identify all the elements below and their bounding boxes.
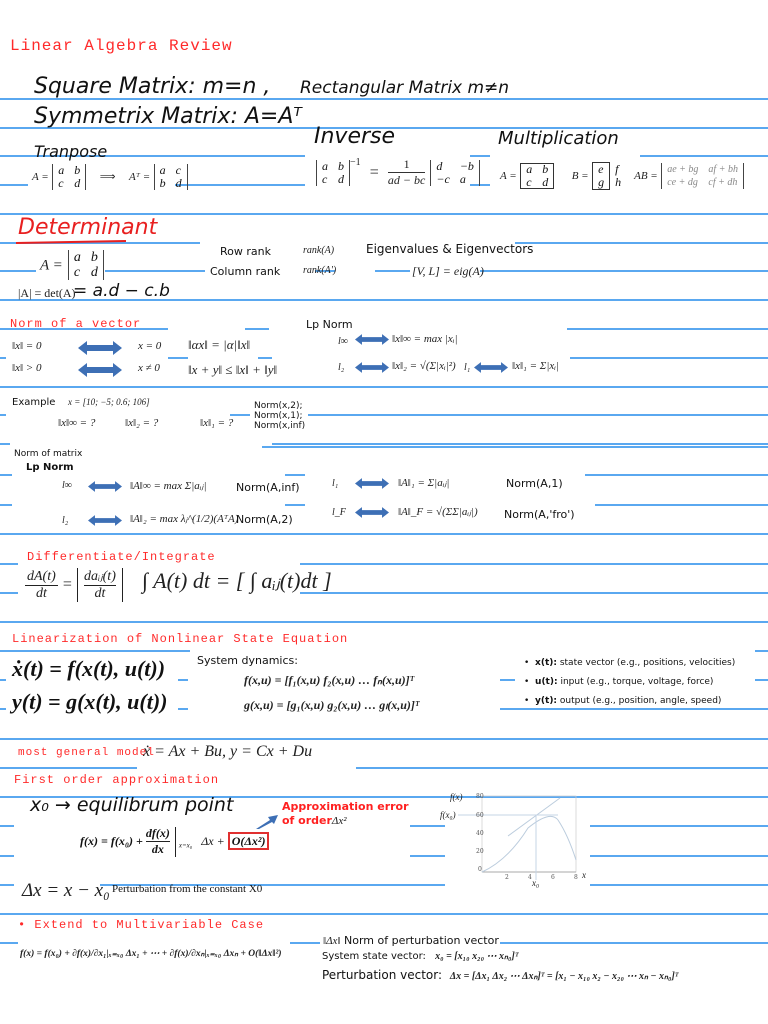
norm-scaling: ‖αx‖ = |α|‖x‖ bbox=[188, 337, 251, 352]
inverse-formula: a b c $d^{-1}$ = $\frac{1}{ad - bc}$ d −b −c a bbox=[316, 157, 480, 188]
column-rank-expr: rank(A') bbox=[303, 265, 337, 276]
notebook-rule bbox=[245, 328, 269, 330]
notebook-rule bbox=[570, 357, 768, 359]
general-model-label: most general model bbox=[18, 747, 155, 759]
pointer-arrow-icon bbox=[256, 815, 278, 829]
matrix-lf-code: Norm(A,'fro') bbox=[504, 508, 575, 521]
notebook-rule bbox=[0, 443, 10, 445]
double-arrow-icon bbox=[88, 481, 122, 492]
matrix-linf-code: Norm(A,inf) bbox=[236, 481, 300, 494]
approx-error-note: Approximation error of orderΔx² bbox=[282, 800, 409, 827]
norm-prop-2-rhs: x ≠ 0 bbox=[138, 362, 160, 374]
double-arrow-icon bbox=[474, 362, 508, 373]
notebook-rule bbox=[0, 650, 190, 652]
norm-perturbation-note: ‖Δx‖ Norm of perturbation vector bbox=[323, 934, 499, 947]
notebook-rule bbox=[755, 679, 768, 681]
system-dynamics-label: System dynamics: bbox=[197, 654, 298, 667]
g-vector: g(x,u) = [g₁(x,u) g₂(x,u) … gₗ(x,u)]ᵀ bbox=[244, 698, 420, 712]
notebook-rule bbox=[300, 592, 768, 594]
perturbation-note: Perturbation from the constant X0 bbox=[112, 883, 263, 895]
matlab-norm-inf: Norm(x,inf) bbox=[254, 421, 306, 431]
notebook-rule bbox=[175, 184, 305, 186]
notebook-rule bbox=[0, 592, 18, 594]
notebook-rule bbox=[168, 357, 188, 359]
notebook-rule bbox=[590, 855, 768, 857]
notebook-rule bbox=[590, 884, 768, 886]
matrix-l1-expr: ‖A‖₁ = Σ|aᵢⱼ| bbox=[398, 477, 450, 489]
inverse-label: Inverse bbox=[314, 124, 396, 149]
row-rank-expr: rank(A) bbox=[303, 245, 335, 256]
notebook-rule bbox=[105, 270, 205, 272]
linf-expr: ‖x‖∞ = max |xᵢ| bbox=[392, 333, 458, 345]
double-arrow-icon bbox=[355, 362, 389, 373]
multivariable-heading: • Extend to Multivariable Case bbox=[18, 918, 265, 932]
notebook-rule bbox=[300, 563, 768, 565]
determinant-heading: Determinant bbox=[18, 215, 158, 240]
taylor-formula: f(x) = f(x₀) + $\frac{df(x)}{dx}$ $_{x=x_0}$ Δx + O(Δx²) bbox=[80, 826, 269, 857]
double-arrow-icon bbox=[355, 478, 389, 489]
det-formula: |A| = det(A) bbox=[18, 286, 76, 300]
notebook-rule bbox=[640, 155, 768, 157]
matrix-l1-code: Norm(A,1) bbox=[506, 477, 563, 490]
notebook-rule bbox=[356, 767, 768, 769]
norm-prop-2-lhs: ‖x‖ > 0 bbox=[12, 362, 42, 374]
notebook-rule bbox=[285, 474, 305, 476]
eig-expr: [V, L] = eig(A) bbox=[412, 264, 484, 278]
multiplication-formula: A = a b c d B = e f g h AB = ae + bg af + bh ce + dg cf + dh bbox=[500, 162, 744, 190]
notebook-rule bbox=[290, 942, 320, 944]
column-rank-label: Column rank bbox=[210, 265, 281, 278]
matrix-linf-label: l∞ bbox=[62, 480, 72, 491]
notebook-rule bbox=[375, 270, 410, 272]
derivative-formula: $\frac{dA(t)}{dt}$ = daᵢⱼ(t) dt bbox=[25, 568, 123, 602]
notebook-rule bbox=[0, 270, 36, 272]
bullet-item: • u(t): input (e.g., torque, voltage, force) bbox=[524, 677, 714, 687]
det-handwritten: = a.d − c.b bbox=[73, 281, 170, 301]
double-arrow-icon bbox=[78, 341, 122, 355]
notebook-rule bbox=[0, 621, 768, 623]
matrix-l1-label: l₁ bbox=[332, 478, 339, 489]
example-label: Example bbox=[12, 397, 56, 408]
double-arrow-icon bbox=[355, 507, 389, 518]
norm-prop-1-rhs: x = 0 bbox=[138, 340, 162, 352]
linearization-heading: Linearization of Nonlinear State Equation bbox=[12, 632, 349, 646]
norm-triangle: ‖x + y‖ ≤ ‖x‖ + ‖y‖ bbox=[188, 362, 278, 377]
mult-matrix-ab: ae + bg af + bh ce + dg cf + dh bbox=[661, 163, 744, 189]
multiplication-label: Multiplication bbox=[498, 128, 619, 149]
l1-expr: ‖x‖₁ = Σ|xᵢ| bbox=[512, 360, 560, 372]
bullet-item: • x(t): state vector (e.g., positions, velocities) bbox=[524, 658, 736, 668]
matrix-lp-norm-heading: Lp Norm bbox=[26, 462, 74, 473]
matrix-a: a b c d bbox=[52, 164, 86, 190]
first-order-heading: First order approximation bbox=[14, 773, 220, 787]
notebook-rule bbox=[0, 884, 14, 886]
taylor-mini-chart: f(x) f(x₀) 80 60 40 20 0 2 4 6 8 x x₀ bbox=[440, 792, 586, 888]
transpose-formula: A = a b c d ⟹ Aᵀ = a c b d bbox=[32, 164, 188, 190]
notebook-rule bbox=[0, 533, 768, 535]
double-arrow-icon bbox=[78, 363, 122, 377]
lp-norm-heading: Lp Norm bbox=[306, 318, 353, 331]
double-arrow-icon bbox=[355, 334, 389, 345]
notebook-rule bbox=[0, 184, 28, 186]
notebook-rule bbox=[0, 825, 14, 827]
notebook-rule bbox=[0, 474, 12, 476]
notebook-rule bbox=[480, 270, 768, 272]
notebook-rule bbox=[0, 708, 6, 710]
rectangular-matrix-note: Rectangular Matrix m≠n bbox=[300, 78, 510, 98]
taylor-chart-svg bbox=[438, 790, 588, 886]
notebook-rule bbox=[0, 504, 12, 506]
eig-label: Eigenvalues & Eigenvectors bbox=[366, 242, 534, 256]
notebook-rule bbox=[0, 679, 6, 681]
notebook-rule bbox=[178, 708, 188, 710]
vector-norm-heading: Norm of a vector bbox=[10, 317, 142, 331]
integral-formula: ∫ A(t) dt = [ ∫ aᵢⱼ(t)dt ] bbox=[142, 568, 332, 593]
output-equation: y(t) = g(x(t), u(t)) bbox=[12, 689, 168, 714]
state-equation: ẋ(t) = f(x(t), u(t)) bbox=[12, 656, 166, 681]
double-arrow-icon bbox=[88, 515, 122, 526]
implies-arrow: ⟹ bbox=[99, 171, 116, 183]
equilibrium-note: x₀ → equilibrum point bbox=[30, 794, 234, 816]
matrix-lf-expr: ‖A‖_F = √(ΣΣ|aᵢⱼ|) bbox=[398, 506, 478, 518]
notebook-rule bbox=[595, 504, 768, 506]
example-x: x = [10; −5; 0.6; 106] bbox=[68, 397, 150, 407]
l2-expr: ‖x‖₂ = √(Σ|xᵢ|²) bbox=[392, 360, 456, 372]
matlab-norm-2: Norm(x,2); bbox=[254, 401, 303, 411]
matrix-lf-label: l_F bbox=[332, 507, 346, 518]
inverse-matrix: a b c d bbox=[316, 160, 350, 186]
bullet-item: • y(t): output (e.g., position, angle, speed) bbox=[524, 696, 722, 706]
page-title: Linear Algebra Review bbox=[10, 37, 233, 55]
notebook-rule bbox=[567, 328, 768, 330]
matrix-l2-code: Norm(A,2) bbox=[236, 513, 293, 526]
symmetric-matrix-note: Symmetrix Matrix: A=Aᵀ bbox=[34, 104, 302, 129]
example-q-2: ‖x‖₂ = ? bbox=[125, 417, 159, 429]
notebook-rule bbox=[258, 357, 272, 359]
notebook-rule bbox=[262, 446, 768, 448]
notebook-rule bbox=[755, 650, 768, 652]
transpose-label: Tranpose bbox=[34, 142, 108, 161]
notebook-rule bbox=[0, 414, 6, 416]
mult-matrix-a: a b c d bbox=[520, 163, 554, 189]
matrix-l2-expr: ‖A‖₂ = max λⱼ^(1/2)(AᵀA) bbox=[130, 513, 239, 525]
l2-label: l₂ bbox=[338, 362, 345, 373]
inverse-result-matrix: d −b −c a bbox=[430, 160, 480, 186]
multivariable-taylor: f(x) = f(x₀) + ∂f(x)/∂x₁|ₓ₌ₓ₀ Δx₁ + ⋯ + ∂f(x)/∂xₙ|ₓ₌ₓ₀ Δxₙ + O(‖Δx‖²) bbox=[20, 949, 282, 959]
l1-label: l₁ bbox=[464, 362, 471, 373]
matrix-norm-heading: Norm of matrix bbox=[14, 449, 83, 459]
matrix-a-transpose: a c b d bbox=[154, 164, 188, 190]
notebook-rule bbox=[0, 767, 137, 769]
notebook-rule bbox=[0, 386, 768, 388]
matlab-norm-1: Norm(x,1); bbox=[254, 411, 303, 421]
bullet-list bbox=[524, 654, 735, 711]
determinant-matrix: A = a b c d bbox=[40, 250, 104, 280]
example-q-inf: ‖x‖∞ = ? bbox=[58, 417, 96, 429]
example-q-1: ‖x‖₁ = ? bbox=[200, 417, 234, 429]
row-rank-label: Row rank bbox=[220, 245, 271, 258]
notebook-rule bbox=[0, 855, 14, 857]
notebook-rule bbox=[585, 474, 768, 476]
error-term-box: O(Δx²) bbox=[228, 832, 270, 850]
notebook-rule bbox=[0, 942, 18, 944]
perturbation-expr: Δx = x − x₀ bbox=[22, 880, 110, 901]
notebook-rule bbox=[272, 443, 768, 445]
notebook-rule bbox=[0, 563, 18, 565]
square-matrix-note: Square Matrix: m=n , bbox=[34, 74, 271, 99]
notebook-rule bbox=[178, 679, 188, 681]
notebook-rule bbox=[0, 357, 6, 359]
inverse-fraction: $\frac{1}{ad - bc}$ bbox=[387, 157, 426, 187]
matrix-linf-expr: ‖A‖∞ = max Σ|aᵢⱼ| bbox=[130, 480, 207, 492]
f-vector: f(x,u) = [f₁(x,u) f₂(x,u) … fₙ(x,u)]ᵀ bbox=[244, 673, 414, 687]
notebook-rule bbox=[0, 913, 768, 915]
calculus-heading: Differentiate/Integrate bbox=[27, 550, 216, 564]
notebook-rule bbox=[308, 414, 768, 416]
perturbation-vector-line: Perturbation vector: Δx = [Δx₁ Δx₂ ⋯ Δxₙ]ᵀ = [x₁ − x₁₀ x₂ − x₂₀ ⋯ xₙ − xₙ₀]ᵀ bbox=[322, 968, 679, 982]
notebook-rule bbox=[500, 942, 768, 944]
notebook-rule bbox=[230, 414, 250, 416]
state-vector-line: System state vector: x₀ = [x₁₀ x₂₀ ⋯ xₙ₀]ᵀ bbox=[322, 951, 519, 962]
linf-label: l∞ bbox=[338, 336, 348, 347]
general-model-expr: ẋ = Ax + Bu, y = Cx + Du bbox=[143, 743, 313, 760]
norm-prop-1-lhs: ‖x‖ = 0 bbox=[12, 340, 42, 352]
matrix-l2-label: l₂ bbox=[62, 515, 69, 526]
notebook-rule bbox=[500, 679, 515, 681]
mult-matrix-b: e f g h bbox=[592, 162, 627, 190]
notebook-rule bbox=[285, 504, 305, 506]
notebook-rule bbox=[515, 242, 768, 244]
notebook-rule bbox=[590, 825, 768, 827]
notebook-rule bbox=[0, 738, 768, 740]
